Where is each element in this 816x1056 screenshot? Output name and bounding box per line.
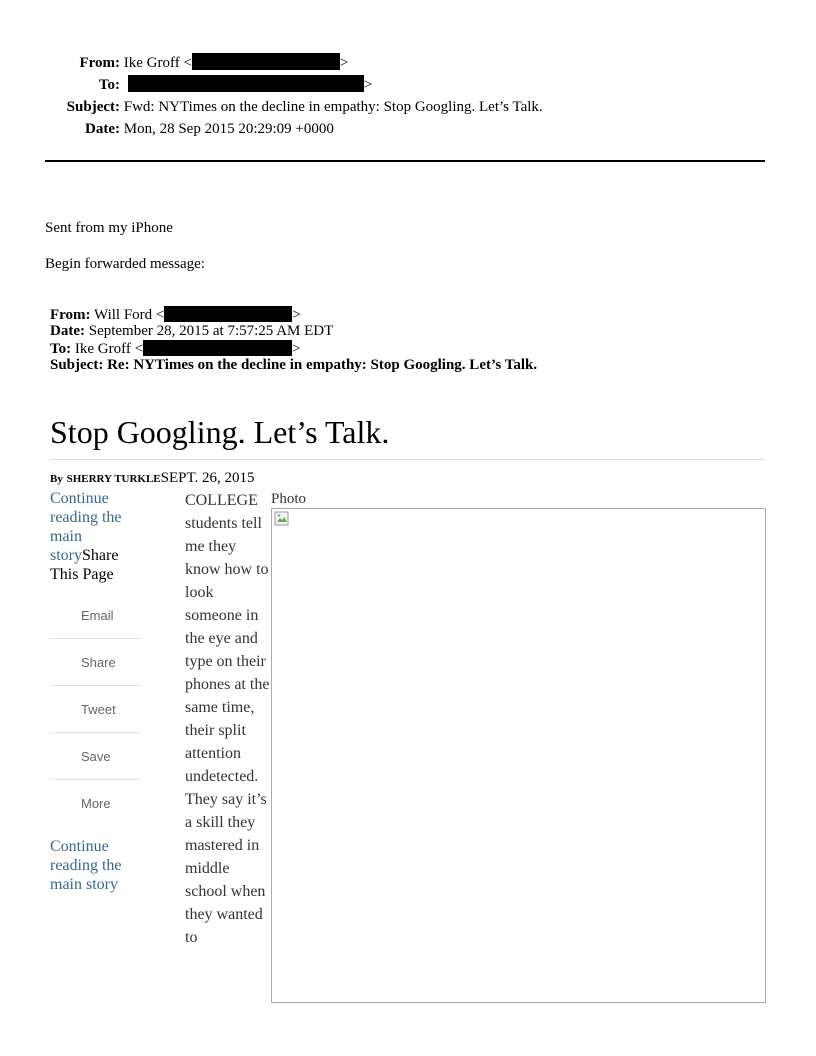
photo-label: Photo — [271, 491, 307, 507]
share-save-button[interactable]: Save — [50, 733, 141, 780]
article-title: Stop Googling. Let’s Talk. — [50, 414, 390, 450]
continue-reading-link-bottom[interactable]: Continue reading the main story — [50, 838, 122, 893]
subject-label: Subject: — [66, 99, 120, 115]
from-label: From: — [79, 55, 120, 71]
date-text: Mon, 28 Sep 2015 20:29:09 +0000 — [123, 121, 334, 137]
email-header — [0, 52, 600, 140]
begin-forwarded-line: Begin forwarded message: — [45, 256, 205, 272]
fwd-from-close: > — [292, 307, 301, 323]
from-close: > — [339, 55, 349, 71]
share-tools — [50, 592, 145, 827]
share-heading: Share This Page — [50, 547, 119, 583]
article-photo — [271, 508, 766, 1003]
title-divider — [50, 459, 765, 460]
fwd-date-text: September 28, 2015 at 7:57:25 AM EDT — [88, 323, 334, 339]
redacted-to-email — [128, 75, 364, 92]
fwd-subject-text: Re: NYTimes on the decline in empathy: Stop Googling. Let’s Talk. — [107, 357, 538, 373]
fwd-to-row — [50, 340, 750, 357]
header-subject-row — [0, 96, 600, 118]
sent-from-line: Sent from my iPhone — [45, 220, 173, 236]
share-more-button[interactable]: More — [81, 796, 111, 811]
fwd-subject-label: Subject: — [50, 357, 104, 373]
header-divider — [45, 160, 765, 162]
fwd-from-row — [50, 306, 750, 323]
share-email-button[interactable]: Email — [50, 592, 141, 639]
fwd-date-label: Date: — [50, 323, 85, 339]
to-close: > — [363, 77, 373, 93]
header-to-row — [0, 74, 600, 96]
article-sidebar — [50, 489, 145, 894]
fwd-from-label: From: — [50, 307, 91, 323]
article-body-text: COLLEGE students tell me they know how to look someone in the eye and type on their phones at the same time, their split attention undetected. They say it’s a skill they mastered in middle school when they wanted to — [185, 492, 270, 946]
from-name: Ike Groff < — [123, 55, 192, 71]
to-label: To: — [98, 77, 120, 93]
redacted-fwd-from-email — [164, 306, 292, 322]
redacted-fwd-to-email — [143, 340, 292, 356]
header-date-row — [0, 118, 600, 140]
forwarded-header — [50, 306, 750, 374]
broken-image-icon — [274, 511, 290, 527]
fwd-to-close: > — [292, 341, 301, 357]
byline-prefix: By — [50, 473, 63, 485]
fwd-from-name: Will Ford < — [94, 307, 165, 323]
fwd-subject-row — [50, 357, 750, 374]
byline — [50, 468, 255, 489]
share-tweet-button[interactable]: Tweet — [50, 686, 141, 733]
subject-text: Fwd: NYTimes on the decline in empathy: Stop Googling. Let’s Talk. — [123, 99, 543, 115]
date-label: Date: — [85, 121, 120, 137]
redacted-from-email — [192, 53, 340, 70]
fwd-date-row — [50, 323, 750, 340]
continue-reading-link-top[interactable]: Continue reading the main story — [50, 490, 122, 564]
fwd-to-label: To: — [50, 341, 72, 357]
article-date: SEPT. 26, 2015 — [160, 470, 255, 486]
fwd-to-name: Ike Groff < — [74, 341, 144, 357]
share-share-button[interactable]: Share — [50, 639, 141, 686]
byline-author[interactable]: SHERRY TURKLE — [66, 473, 161, 485]
header-from-row — [0, 52, 600, 74]
